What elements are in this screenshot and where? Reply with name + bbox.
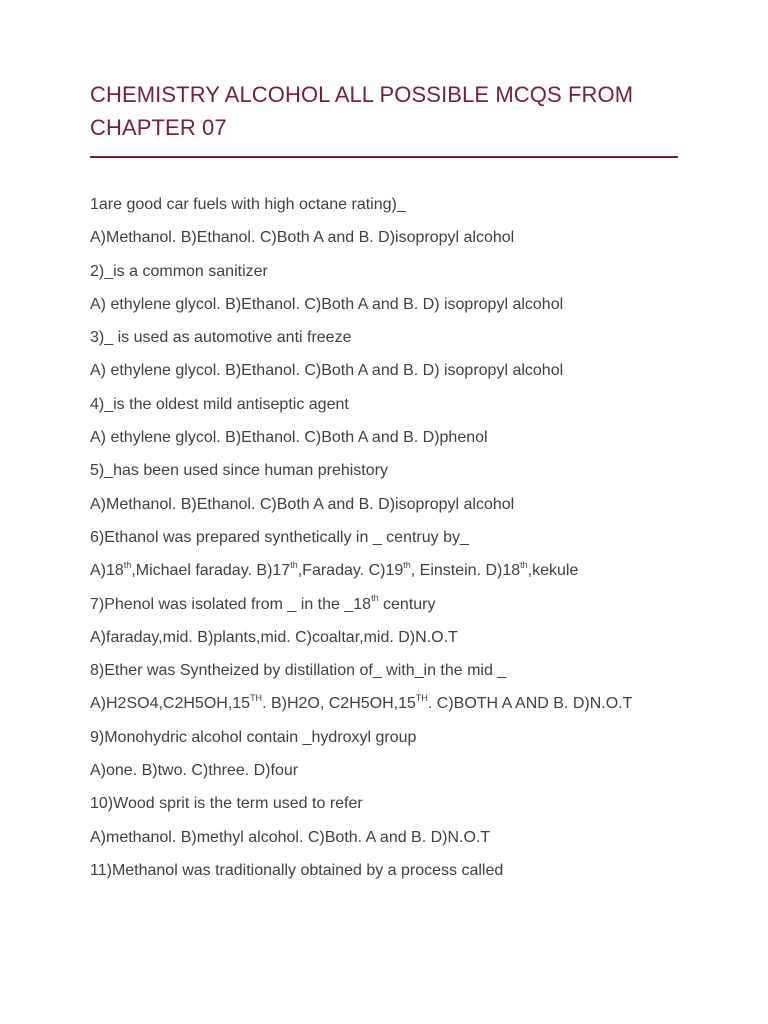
question-line: 2)_is a common sanitizer [90,262,268,280]
mcq-list [90,194,690,893]
question-line: 7)Phenol was isolated from _ in the _18th century [90,593,436,613]
ordinal-superscript: TH [415,693,428,704]
ordinal-superscript: th [403,559,411,570]
title-divider [90,156,678,158]
options-line: A)faraday,mid. B)plants,mid. C)coaltar,mid. D)N.O.T [90,628,458,646]
question-line: 3)_ is used as automotive anti freeze [90,329,352,347]
question-line: 9)Monohydric alcohol contain _hydroxyl group [90,728,417,746]
options-line: A)Methanol. B)Ethanol. C)Both A and B. D)isopropyl alcohol [90,229,515,247]
question-line: 6)Ethanol was prepared synthetically in _ centruy by_ [90,528,469,546]
ordinal-superscript: th [520,559,528,570]
options-line: A) ethylene glycol. B)Ethanol. C)Both A and B. D) isopropyl alcohol [90,295,564,313]
question-line: 5)_has been used since human prehistory [90,462,388,480]
options-line: A)one. B)two. C)three. D)four [90,762,299,780]
document-title: CHEMISTRY ALCOHOL ALL POSSIBLE MCQS FROM CHAPTER 07 [90,82,634,140]
question-line: 10)Wood sprit is the term used to refer [90,795,363,813]
ordinal-superscript: TH [250,693,263,704]
question-line: 11)Methanol was traditionally obtained by a process called [90,861,504,879]
question-line: 1are good car fuels with high octane rating)_ [90,196,406,213]
question-line: 8)Ether was Syntheized by distillation of_ with_in the mid _ [90,662,507,680]
options-line: A) ethylene glycol. B)Ethanol. C)Both A and B. D) isopropyl alcohol [90,362,564,380]
options-line: A)Methanol. B)Ethanol. C)Both A and B. D)isopropyl alcohol [90,495,515,513]
ordinal-superscript: th [123,559,132,570]
question-line: 4)_is the oldest mild antiseptic agent [90,395,349,413]
ordinal-superscript: th [290,559,298,570]
options-line: A) ethylene glycol. B)Ethanol. C)Both A and B. D)phenol [90,429,488,447]
options-line: A)18th,Michael faraday. B)17th,Faraday. C)19th, Einstein. D)18th,kekule [90,559,579,580]
options-line: A)methanol. B)methyl alcohol. C)Both. A and B. D)N.O.T [90,828,491,846]
ordinal-superscript: th [371,593,379,604]
options-line: A)H2SO4,C2H5OH,15TH. B)H2O, C2H5OH,15TH. C)BOTH A AND B. D)N.O.T [90,693,633,713]
